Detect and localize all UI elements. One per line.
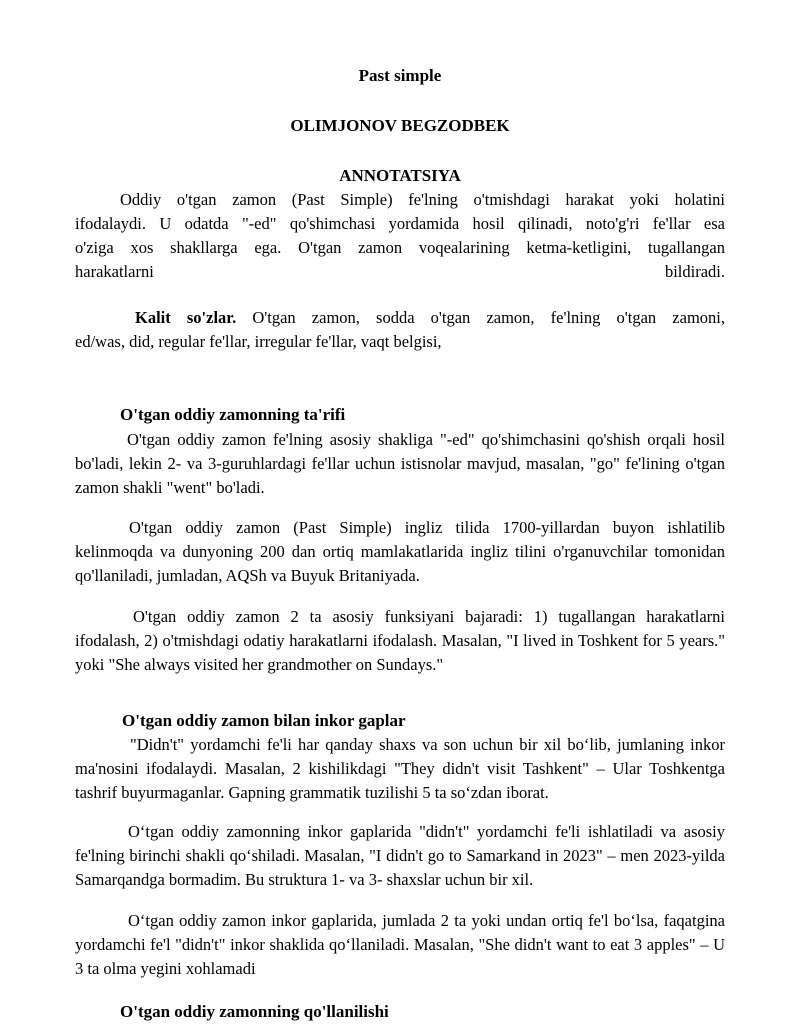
section-2-text-1: "Didn't" yordamchi fe'li har qanday shaxs va son uchun bir xil bo‘lib, jumlaning inkor ma'nosini ifodalaydi. Masalan, 2 kishilikdagi "They didn't visit Tashkent" – Ular Toshkentga tashrif buyurmaganlar. Gapning grammatik tuzilishi 5 ta so‘zdan iborat. (75, 735, 725, 802)
annotation-line-1: Oddiy o'tgan zamon (Past Simple) fe'lning o'tmishdagi harakat yoki holatini (120, 190, 725, 209)
section-1-text-3: O'tgan oddiy zamon 2 ta asosiy funksiyani bajaradi: 1) tugallangan harakatlarni ifodalash, 2) o'tmishdagi odatiy harakatlarni ifodalash. Masalan, "I lived in Toshkent for 5 years." yoki "She always visited her grandmother on Sundays." (75, 607, 725, 674)
section-2-text-2: O‘tgan oddiy zamonning inkor gaplarida "didn't" yordamchi fe'li ishlatiladi va asosiy fe'lning birinchi shakli qo‘shiladi. Masalan, "I didn't go to Samarkand in 2023" – men 2023-yilda Samarqandga bormadim. Bu struktura 1- va 3- shaxslar uchun bir xil. (75, 822, 725, 889)
keywords-line-1 (75, 306, 725, 330)
annotation-line-3: o'ziga xos shakllarga ega. O'tgan zamon voqealarining ketma-ketligini, tugallangan (75, 238, 725, 257)
annotation-line-4-left: harakatlarni (75, 262, 154, 281)
section-1-text-1: O'tgan oddiy zamon fe'lning asosiy shakliga "-ed" qo'shimchasini qo'shish orqali hosil bo'ladi, lekin 2- va 3-guruhlardagi fe'llar uchun istisnolar mavjud, masalan, "go" fe'lining o'tgan zamon shakli "went" bo'ladi. (75, 430, 725, 497)
annotation-line-4-right: bildiradi. (664, 262, 725, 281)
section-1-paragraph-3 (75, 605, 725, 677)
section-1-paragraph-1 (75, 428, 725, 500)
section-3-heading: O'tgan oddiy zamonning qo'llanilishi (120, 1002, 389, 1021)
section-1-paragraph-2 (75, 516, 725, 588)
keywords-line-2: ed/was, did, regular fe'llar, irregular fe'llar, vaqt belgisi, (75, 332, 442, 351)
document-title: Past simple (358, 66, 442, 85)
section-2-paragraph-1 (75, 733, 725, 805)
section-2-heading: O'tgan oddiy zamon bilan inkor gaplar (122, 711, 406, 730)
section-2-text-3: O‘tgan oddiy zamon inkor gaplarida, jumlada 2 ta yoki undan ortiq fe'l bo‘lsa, faqatgina yordamchi fe'l "didn't" inkor shaklida qo‘llaniladi. Masalan, "She didn't want to eat 3 apples" – U 3 ta olma yegini xohlamadi (75, 911, 725, 978)
section-1-text-2: O'tgan oddiy zamon (Past Simple) ingliz tilida 1700-yillardan buyon ishlatilib kelinmoqda va dunyoning 200 dan ortiq mamlakatlarida ingliz tilini o'rganuvchilar tomonidan qo'llaniladi, jumladan, AQSh va Buyuk Britaniyada. (75, 518, 725, 585)
section-2-paragraph-2 (75, 820, 725, 892)
author-name: OLIMJONOV BEGZODBEK (290, 116, 510, 135)
annotation-line-4 (75, 260, 725, 284)
section-2-paragraph-3 (75, 909, 725, 981)
section-1-heading: O'tgan oddiy zamonning ta'rifi (120, 405, 346, 424)
keywords-text-1: O'tgan zamon, sodda o'tgan zamon, fe'lning o'tgan zamoni, (236, 308, 725, 327)
keywords-paragraph (75, 306, 725, 354)
annotation-paragraph (75, 188, 725, 284)
annotation-heading: ANNOTATSIYA (339, 166, 461, 185)
keywords-label: Kalit so'zlar. (135, 308, 237, 327)
annotation-line-2: ifodalaydi. U odatda "-ed" qo'shimchasi yordamida hosil qilinadi, noto'g'ri fe'llar esa (75, 214, 725, 233)
